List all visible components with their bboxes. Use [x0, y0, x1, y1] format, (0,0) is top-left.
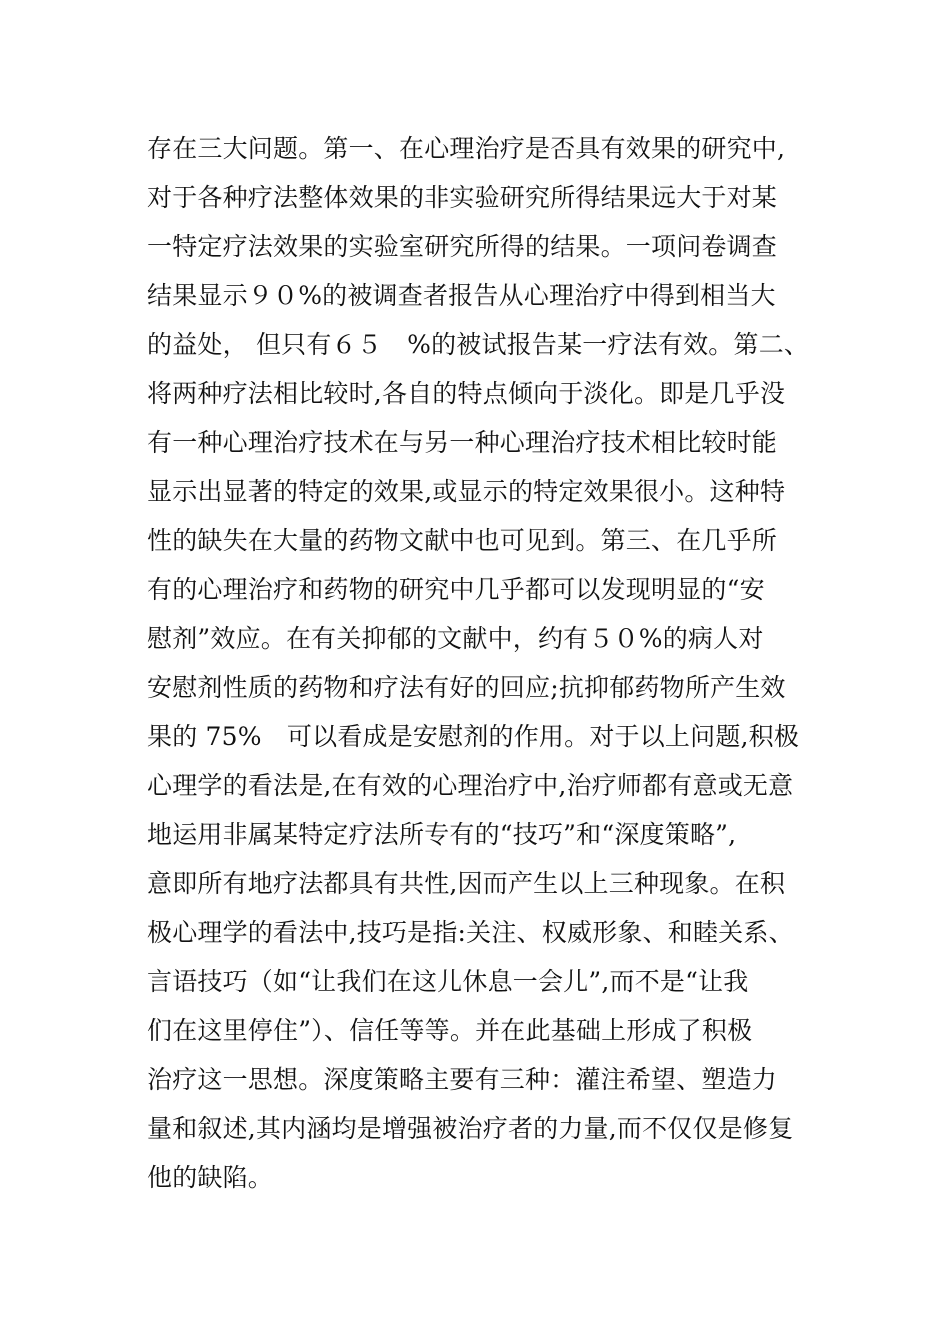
text-line: 安慰剂性质的药物和疗法有好的回应;抗抑郁药物所产生效: [147, 673, 786, 702]
body-paragraph: [147, 124, 817, 1202]
text-line: 有一种心理治疗技术在与另一种心理治疗技术相比较时能: [147, 428, 778, 457]
text-line: 一特定疗法效果的实验室研究所得的结果。一项问卷调查: [147, 232, 778, 261]
text-line: 地运用非属某特定疗法所专有的“技巧”和“深度策略”,: [147, 820, 737, 849]
text-line: 心理学的看法是,在有效的心理治疗中,治疗师都有意或无意: [147, 771, 794, 800]
text-line: 结果显示９０%的被调查者报告从心理治疗中得到相当大: [147, 281, 776, 310]
text-line: 果的 75% 可以看成是安慰剂的作用。对于以上问题,积极: [147, 722, 800, 751]
text-line: 性的缺失在大量的药物文献中也可见到。第三、在几乎所: [147, 526, 778, 555]
text-line: 他的缺陷。: [147, 1163, 274, 1192]
text-line: 意即所有地疗法都具有共性,因而产生以上三种现象。在积: [147, 869, 786, 898]
text-line: 存在三大问题。第一、在心理治疗是否具有效果的研究中,: [147, 134, 786, 163]
text-line: 将两种疗法相比较时,各自的特点倾向于淡化。即是几乎没: [147, 379, 786, 408]
text-line: 极心理学的看法中,技巧是指:关注、权威形象、和睦关系、: [147, 918, 794, 947]
text-line: 们在这里停住”）、信任等等。并在此基础上形成了积极: [147, 1016, 753, 1045]
text-line: 言语技巧（如“让我们在这儿休息一会儿”,而不是“让我: [147, 967, 749, 996]
text-line: 显示出显著的特定的效果,或显示的特定效果很小。这种特: [147, 477, 786, 506]
text-line: 治疗这一思想。深度策略主要有三种：灌注希望、塑造力: [147, 1065, 778, 1094]
text-line: 有的心理治疗和药物的研究中几乎都可以发现明显的“安: [147, 575, 765, 604]
text-line: 对于各种疗法整体效果的非实验研究所得结果远大于对某: [147, 183, 778, 212]
text-line: 慰剂”效应。在有关抑郁的文献中，约有５０%的病人对: [147, 624, 764, 653]
text-line: 的益处， 但只有６５ %的被试报告某一疗法有效。第二、: [147, 330, 810, 359]
text-line: 量和叙述,其内涵均是增强被治疗者的力量,而不仅仅是修复: [147, 1114, 794, 1143]
